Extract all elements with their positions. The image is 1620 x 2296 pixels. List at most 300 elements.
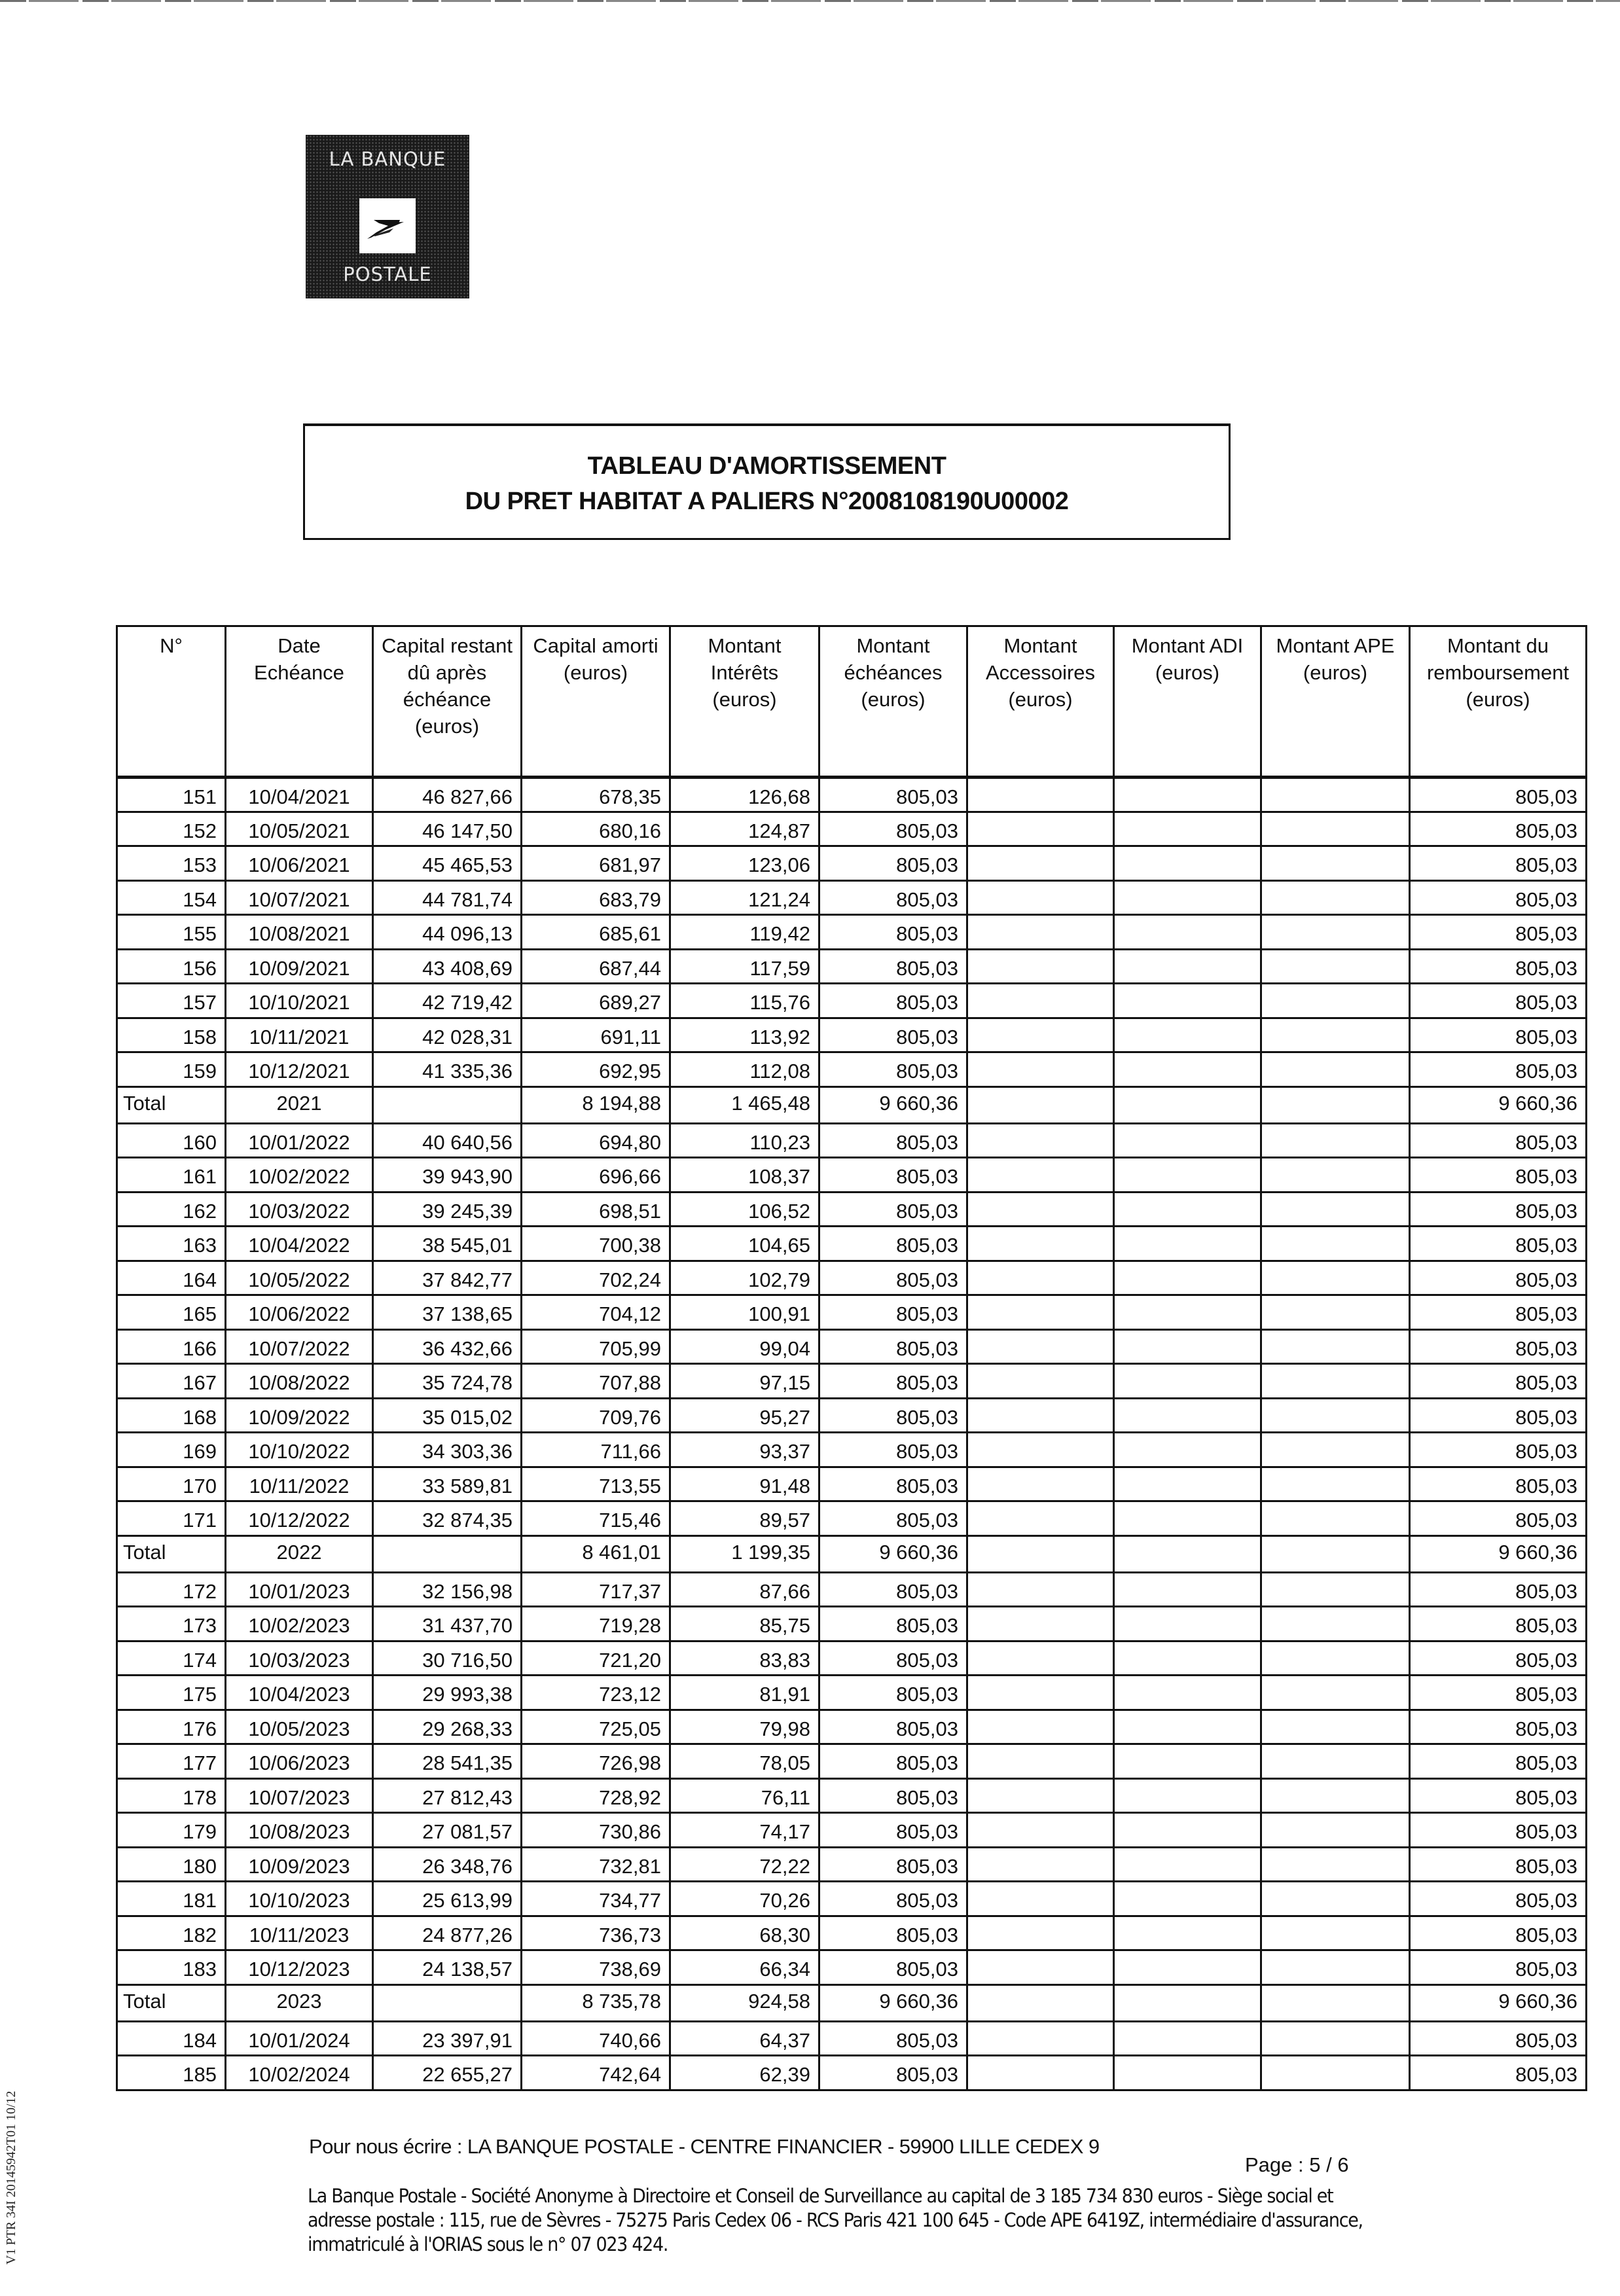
cell-accessories (967, 1192, 1114, 1227)
cell-remaining-capital: 31 437,70 (373, 1607, 522, 1641)
cell-interest: 121,24 (670, 880, 819, 915)
cell-remaining-capital: 35 015,02 (373, 1398, 522, 1433)
table-row (117, 1227, 1587, 1261)
cell-ape (1261, 1882, 1410, 1916)
cell-amortized-capital: 685,61 (522, 915, 670, 950)
cell-ape (1261, 1364, 1410, 1399)
table-total-row (117, 1086, 1587, 1123)
cell-ape (1261, 1261, 1410, 1295)
cell-installment: 805,03 (819, 1329, 967, 1364)
page-number: Page : 5 / 6 (1245, 2153, 1349, 2176)
header-col-interest: Montant Intérêts (euros) (670, 626, 819, 778)
cell-interest: 117,59 (670, 949, 819, 984)
cell-ape (1261, 1329, 1410, 1364)
cell-interest: 95,27 (670, 1398, 819, 1433)
cell-repayment: 805,03 (1410, 1052, 1587, 1087)
cell-due-date: 10/05/2022 (226, 1261, 373, 1295)
cell-remaining-capital: 43 408,69 (373, 949, 522, 984)
cell-amortized-capital: 8 461,01 (522, 1535, 670, 1572)
cell-accessories (967, 1086, 1114, 1123)
table-row (117, 1813, 1587, 1848)
cell-amortized-capital: 683,79 (522, 880, 670, 915)
cell-number: Total (117, 1535, 226, 1572)
cell-due-date: 10/09/2021 (226, 949, 373, 984)
cell-adi (1114, 1295, 1261, 1330)
cell-amortized-capital: 715,46 (522, 1501, 670, 1536)
cell-accessories (967, 880, 1114, 915)
cell-adi (1114, 1676, 1261, 1710)
cell-number: 165 (117, 1295, 226, 1330)
cell-adi (1114, 2021, 1261, 2056)
cell-adi (1114, 1984, 1261, 2021)
cell-interest: 89,57 (670, 1501, 819, 1536)
table-row (117, 1501, 1587, 1536)
cell-due-date: 10/09/2022 (226, 1398, 373, 1433)
cell-amortized-capital: 736,73 (522, 1916, 670, 1950)
cell-repayment: 9 660,36 (1410, 1535, 1587, 1572)
cell-amortized-capital: 726,98 (522, 1744, 670, 1779)
table-row (117, 880, 1587, 915)
cell-accessories (967, 1916, 1114, 1950)
cell-adi (1114, 1158, 1261, 1193)
loan-reference: DU PRET HABITAT A PALIERS N°2008108190U00002 (465, 488, 1069, 515)
cell-installment: 805,03 (819, 1295, 967, 1330)
cell-due-date: 10/02/2023 (226, 1607, 373, 1641)
cell-adi (1114, 1535, 1261, 1572)
header-col-amortized-capital: Capital amorti (euros) (522, 626, 670, 778)
cell-remaining-capital: 36 432,66 (373, 1329, 522, 1364)
cell-repayment: 805,03 (1410, 812, 1587, 846)
cell-ape (1261, 880, 1410, 915)
cell-repayment: 805,03 (1410, 846, 1587, 881)
cell-installment: 805,03 (819, 1710, 967, 1744)
table-row (117, 1710, 1587, 1744)
cell-interest: 1 465,48 (670, 1086, 819, 1123)
cell-repayment: 805,03 (1410, 984, 1587, 1018)
cell-number: 164 (117, 1261, 226, 1295)
cell-interest: 115,76 (670, 984, 819, 1018)
cell-repayment: 805,03 (1410, 1192, 1587, 1227)
cell-number: 177 (117, 1744, 226, 1779)
cell-number: 151 (117, 778, 226, 812)
cell-ape (1261, 915, 1410, 950)
table-row (117, 1123, 1587, 1158)
cell-repayment: 805,03 (1410, 1744, 1587, 1779)
cell-accessories (967, 1433, 1114, 1467)
cell-repayment: 805,03 (1410, 1123, 1587, 1158)
cell-installment: 805,03 (819, 1882, 967, 1916)
cell-accessories (967, 1123, 1114, 1158)
cell-remaining-capital: 29 993,38 (373, 1676, 522, 1710)
cell-ape (1261, 1607, 1410, 1641)
cell-number: 167 (117, 1364, 226, 1399)
cell-number: 158 (117, 1018, 226, 1052)
cell-amortized-capital: 713,55 (522, 1467, 670, 1501)
table-row (117, 1364, 1587, 1399)
table-row (117, 1433, 1587, 1467)
cell-installment: 805,03 (819, 880, 967, 915)
cell-repayment: 805,03 (1410, 1433, 1587, 1467)
cell-due-date: 10/10/2023 (226, 1882, 373, 1916)
cell-installment: 805,03 (819, 778, 967, 812)
cell-installment: 805,03 (819, 1744, 967, 1779)
cell-adi (1114, 1641, 1261, 1676)
cell-adi (1114, 1227, 1261, 1261)
cell-adi (1114, 1607, 1261, 1641)
cell-amortized-capital: 707,88 (522, 1364, 670, 1399)
table-row (117, 1916, 1587, 1950)
cell-number: 182 (117, 1916, 226, 1950)
cell-installment: 805,03 (819, 1916, 967, 1950)
cell-installment: 805,03 (819, 1398, 967, 1433)
cell-number: 162 (117, 1192, 226, 1227)
cell-repayment: 805,03 (1410, 1018, 1587, 1052)
cell-ape (1261, 1572, 1410, 1607)
cell-accessories (967, 1984, 1114, 2021)
cell-repayment: 805,03 (1410, 1641, 1587, 1676)
cell-number: 173 (117, 1607, 226, 1641)
cell-due-date: 10/12/2022 (226, 1501, 373, 1536)
cell-installment: 805,03 (819, 1123, 967, 1158)
cell-installment: 805,03 (819, 1950, 967, 1985)
cell-accessories (967, 1227, 1114, 1261)
amortization-table (116, 625, 1587, 2091)
cell-number: 154 (117, 880, 226, 915)
cell-repayment: 805,03 (1410, 1813, 1587, 1848)
cell-adi (1114, 1398, 1261, 1433)
cell-accessories (967, 1710, 1114, 1744)
cell-installment: 805,03 (819, 1158, 967, 1193)
cell-installment: 805,03 (819, 2021, 967, 2056)
cell-accessories (967, 1882, 1114, 1916)
cell-amortized-capital: 8 194,88 (522, 1086, 670, 1123)
table-row (117, 2056, 1587, 2090)
cell-due-date: 10/04/2021 (226, 778, 373, 812)
cell-due-date: 10/01/2024 (226, 2021, 373, 2056)
cell-adi (1114, 1882, 1261, 1916)
cell-amortized-capital: 700,38 (522, 1227, 670, 1261)
cell-interest: 83,83 (670, 1641, 819, 1676)
cell-installment: 805,03 (819, 846, 967, 881)
cell-interest: 102,79 (670, 1261, 819, 1295)
cell-number: 179 (117, 1813, 226, 1848)
cell-due-date: 10/02/2024 (226, 2056, 373, 2090)
cell-adi (1114, 778, 1261, 812)
cell-repayment: 805,03 (1410, 1158, 1587, 1193)
cell-due-date: 2021 (226, 1086, 373, 1123)
table-row (117, 1398, 1587, 1433)
cell-accessories (967, 1641, 1114, 1676)
cell-amortized-capital: 681,97 (522, 846, 670, 881)
cell-number: 181 (117, 1882, 226, 1916)
cell-remaining-capital: 32 156,98 (373, 1572, 522, 1607)
cell-installment: 805,03 (819, 1018, 967, 1052)
cell-installment: 805,03 (819, 1433, 967, 1467)
header-col-ape: Montant APE (euros) (1261, 626, 1410, 778)
cell-repayment: 805,03 (1410, 1398, 1587, 1433)
cell-number: 160 (117, 1123, 226, 1158)
cell-amortized-capital: 740,66 (522, 2021, 670, 2056)
cell-installment: 805,03 (819, 1467, 967, 1501)
cell-repayment: 9 660,36 (1410, 1086, 1587, 1123)
cell-due-date: 10/07/2022 (226, 1329, 373, 1364)
cell-adi (1114, 1018, 1261, 1052)
cell-adi (1114, 1847, 1261, 1882)
table-row (117, 846, 1587, 881)
document-title-box (303, 423, 1231, 540)
table-row (117, 1018, 1587, 1052)
cell-interest: 119,42 (670, 915, 819, 950)
cell-interest: 74,17 (670, 1813, 819, 1848)
cell-due-date: 10/08/2023 (226, 1813, 373, 1848)
cell-adi (1114, 915, 1261, 950)
cell-repayment: 805,03 (1410, 1329, 1587, 1364)
table-row (117, 1641, 1587, 1676)
cell-number: 152 (117, 812, 226, 846)
cell-ape (1261, 984, 1410, 1018)
cell-number: 172 (117, 1572, 226, 1607)
cell-accessories (967, 1813, 1114, 1848)
cell-remaining-capital: 35 724,78 (373, 1364, 522, 1399)
cell-due-date: 10/10/2021 (226, 984, 373, 1018)
cell-due-date: 10/03/2023 (226, 1641, 373, 1676)
cell-ape (1261, 1744, 1410, 1779)
cell-due-date: 2022 (226, 1535, 373, 1572)
cell-amortized-capital: 691,11 (522, 1018, 670, 1052)
cell-interest: 68,30 (670, 1916, 819, 1950)
cell-installment: 9 660,36 (819, 1086, 967, 1123)
table-row (117, 1778, 1587, 1813)
cell-number: 174 (117, 1641, 226, 1676)
header-col-installment: Montant échéances (euros) (819, 626, 967, 778)
cell-remaining-capital: 44 781,74 (373, 880, 522, 915)
cell-amortized-capital: 680,16 (522, 812, 670, 846)
cell-adi (1114, 812, 1261, 846)
cell-repayment: 805,03 (1410, 1950, 1587, 1985)
cell-due-date: 10/04/2022 (226, 1227, 373, 1261)
cell-ape (1261, 778, 1410, 812)
bird-emblem-icon (359, 198, 416, 253)
cell-ape (1261, 1295, 1410, 1330)
cell-number: 183 (117, 1950, 226, 1985)
table-row (117, 1847, 1587, 1882)
cell-amortized-capital: 8 735,78 (522, 1984, 670, 2021)
cell-adi (1114, 1710, 1261, 1744)
cell-accessories (967, 1501, 1114, 1536)
cell-installment: 805,03 (819, 812, 967, 846)
cell-installment: 805,03 (819, 1607, 967, 1641)
cell-installment: 805,03 (819, 1192, 967, 1227)
cell-interest: 79,98 (670, 1710, 819, 1744)
table-total-row (117, 1535, 1587, 1572)
cell-ape (1261, 2056, 1410, 2090)
cell-accessories (967, 984, 1114, 1018)
cell-adi (1114, 1433, 1261, 1467)
cell-interest: 104,65 (670, 1227, 819, 1261)
cell-interest: 70,26 (670, 1882, 819, 1916)
cell-ape (1261, 1984, 1410, 2021)
cell-due-date: 10/07/2021 (226, 880, 373, 915)
cell-remaining-capital: 24 877,26 (373, 1916, 522, 1950)
cell-repayment: 805,03 (1410, 1501, 1587, 1536)
cell-adi (1114, 1572, 1261, 1607)
cell-number: 180 (117, 1847, 226, 1882)
cell-number: 156 (117, 949, 226, 984)
cell-accessories (967, 1607, 1114, 1641)
cell-accessories (967, 1847, 1114, 1882)
cell-interest: 87,66 (670, 1572, 819, 1607)
cell-adi (1114, 1192, 1261, 1227)
cell-installment: 9 660,36 (819, 1984, 967, 2021)
cell-interest: 81,91 (670, 1676, 819, 1710)
table-row (117, 949, 1587, 984)
cell-remaining-capital: 27 081,57 (373, 1813, 522, 1848)
cell-due-date: 10/05/2021 (226, 812, 373, 846)
cell-remaining-capital: 29 268,33 (373, 1710, 522, 1744)
cell-repayment: 805,03 (1410, 1916, 1587, 1950)
cell-ape (1261, 1710, 1410, 1744)
cell-repayment: 805,03 (1410, 1261, 1587, 1295)
cell-repayment: 805,03 (1410, 1295, 1587, 1330)
cell-accessories (967, 1467, 1114, 1501)
cell-installment: 805,03 (819, 949, 967, 984)
cell-interest: 108,37 (670, 1158, 819, 1193)
cell-interest: 123,06 (670, 846, 819, 881)
cell-adi (1114, 1778, 1261, 1813)
cell-remaining-capital: 41 335,36 (373, 1052, 522, 1087)
cell-amortized-capital: 689,27 (522, 984, 670, 1018)
cell-installment: 805,03 (819, 915, 967, 950)
cell-due-date: 10/12/2021 (226, 1052, 373, 1087)
cell-ape (1261, 1778, 1410, 1813)
cell-ape (1261, 1950, 1410, 1985)
bank-logo (306, 135, 469, 298)
cell-interest: 124,87 (670, 812, 819, 846)
cell-remaining-capital: 32 874,35 (373, 1501, 522, 1536)
cell-remaining-capital: 46 147,50 (373, 812, 522, 846)
cell-accessories (967, 1158, 1114, 1193)
cell-repayment: 805,03 (1410, 1607, 1587, 1641)
header-col-remaining-capital: Capital restant dû après échéance (euros) (373, 626, 522, 778)
cell-number: 171 (117, 1501, 226, 1536)
cell-number: 153 (117, 846, 226, 881)
cell-adi (1114, 1261, 1261, 1295)
cell-amortized-capital: 725,05 (522, 1710, 670, 1744)
cell-accessories (967, 1676, 1114, 1710)
cell-accessories (967, 1018, 1114, 1052)
cell-adi (1114, 1813, 1261, 1848)
cell-due-date: 2023 (226, 1984, 373, 2021)
cell-amortized-capital: 702,24 (522, 1261, 670, 1295)
table-row (117, 1572, 1587, 1607)
cell-accessories (967, 2056, 1114, 2090)
cell-accessories (967, 1398, 1114, 1433)
table-total-row (117, 1984, 1587, 2021)
cell-amortized-capital: 721,20 (522, 1641, 670, 1676)
cell-interest: 62,39 (670, 2056, 819, 2090)
cell-due-date: 10/10/2022 (226, 1433, 373, 1467)
cell-amortized-capital: 705,99 (522, 1329, 670, 1364)
cell-interest: 924,58 (670, 1984, 819, 2021)
cell-amortized-capital: 696,66 (522, 1158, 670, 1193)
cell-amortized-capital: 687,44 (522, 949, 670, 984)
cell-repayment: 805,03 (1410, 1364, 1587, 1399)
cell-installment: 805,03 (819, 1847, 967, 1882)
cell-ape (1261, 1158, 1410, 1193)
table-row (117, 1676, 1587, 1710)
cell-adi (1114, 1950, 1261, 1985)
cell-repayment: 805,03 (1410, 1882, 1587, 1916)
cell-repayment: 9 660,36 (1410, 1984, 1587, 2021)
cell-repayment: 805,03 (1410, 949, 1587, 984)
cell-remaining-capital: 39 943,90 (373, 1158, 522, 1193)
cell-accessories (967, 1329, 1114, 1364)
cell-due-date: 10/11/2021 (226, 1018, 373, 1052)
cell-remaining-capital: 42 719,42 (373, 984, 522, 1018)
cell-number: 166 (117, 1329, 226, 1364)
cell-repayment: 805,03 (1410, 1847, 1587, 1882)
cell-number: 184 (117, 2021, 226, 2056)
cell-due-date: 10/03/2022 (226, 1192, 373, 1227)
cell-installment: 805,03 (819, 1641, 967, 1676)
cell-adi (1114, 2056, 1261, 2090)
cell-due-date: 10/06/2023 (226, 1744, 373, 1779)
cell-installment: 805,03 (819, 1778, 967, 1813)
cell-accessories (967, 915, 1114, 950)
cell-adi (1114, 984, 1261, 1018)
cell-adi (1114, 1501, 1261, 1536)
cell-repayment: 805,03 (1410, 2021, 1587, 2056)
cell-amortized-capital: 730,86 (522, 1813, 670, 1848)
cell-number: 185 (117, 2056, 226, 2090)
cell-number: Total (117, 1984, 226, 2021)
cell-adi (1114, 1916, 1261, 1950)
table-row (117, 778, 1587, 812)
cell-number: 157 (117, 984, 226, 1018)
cell-interest: 99,04 (670, 1329, 819, 1364)
legal-notice: La Banque Postale - Société Anonyme à Directoire et Conseil de Surveillance au capital de 3 185 734 830 euros - Siège social et adresse postale : 115, rue de Sèvres - 75275 Paris Cedex 06 - RCS Paris 421 100 645 - Code APE 6419Z, intermédiaire d'assurance, immatriculé à l'ORIAS sous le n° 07 023 424. (308, 2185, 1363, 2255)
cell-due-date: 10/12/2023 (226, 1950, 373, 1985)
cell-ape (1261, 1398, 1410, 1433)
cell-interest: 97,15 (670, 1364, 819, 1399)
cell-amortized-capital: 694,80 (522, 1123, 670, 1158)
header-col-number: N° (117, 626, 226, 778)
cell-adi (1114, 1364, 1261, 1399)
cell-adi (1114, 1086, 1261, 1123)
cell-remaining-capital (373, 1984, 522, 2021)
cell-number: 175 (117, 1676, 226, 1710)
cell-interest: 126,68 (670, 778, 819, 812)
cell-repayment: 805,03 (1410, 778, 1587, 812)
table-row (117, 1950, 1587, 1985)
cell-due-date: 10/01/2022 (226, 1123, 373, 1158)
cell-accessories (967, 1535, 1114, 1572)
cell-remaining-capital: 44 096,13 (373, 915, 522, 950)
header-col-repayment: Montant du remboursement (euros) (1410, 626, 1587, 778)
cell-remaining-capital: 45 465,53 (373, 846, 522, 881)
cell-amortized-capital: 728,92 (522, 1778, 670, 1813)
cell-ape (1261, 1052, 1410, 1087)
cell-repayment: 805,03 (1410, 915, 1587, 950)
contact-address: Pour nous écrire : LA BANQUE POSTALE - CENTRE FINANCIER - 59900 LILLE CEDEX 9 (309, 2135, 1100, 2158)
cell-repayment: 805,03 (1410, 1227, 1587, 1261)
cell-accessories (967, 1364, 1114, 1399)
cell-interest: 91,48 (670, 1467, 819, 1501)
cell-installment: 805,03 (819, 984, 967, 1018)
cell-interest: 85,75 (670, 1607, 819, 1641)
cell-remaining-capital: 22 655,27 (373, 2056, 522, 2090)
cell-adi (1114, 1329, 1261, 1364)
